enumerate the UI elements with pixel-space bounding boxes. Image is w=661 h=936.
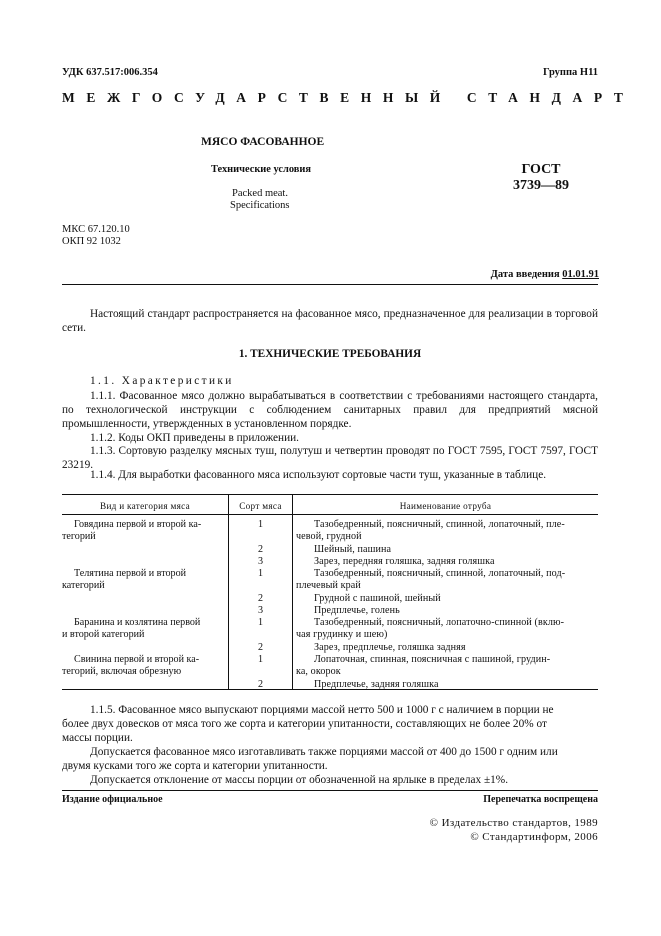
table-cell-sort: 2 bbox=[257, 642, 264, 653]
table-cell-sort: 1 bbox=[257, 654, 264, 665]
table-cell-kind-line2: тегорий bbox=[62, 531, 96, 542]
paragraph-1-1-3: 1.1.3. Сортовую разделку мясных туш, полутуш и четвертин проводят по ГОСТ 7595, ГОСТ 7597, ГОСТ 23219. bbox=[62, 445, 598, 472]
okp-code: ОКП 92 1032 bbox=[62, 236, 121, 247]
intro-date-value: 01.01.91 bbox=[562, 269, 599, 280]
table-cell-cut-line1: Тазобедренный, поясничный, лопаточно-спинной (вклю- bbox=[314, 617, 565, 628]
table-cell-cut-line1: Зарез, передняя голяшка, задняя голяшка bbox=[314, 556, 495, 567]
mks-code: МКС 67.120.10 bbox=[62, 224, 130, 235]
english-title-line1: Packed meat. bbox=[232, 188, 288, 199]
table-cell-cut-line2: ка, окорок bbox=[296, 666, 341, 677]
table-cell-cut-line2: чевой, грудной bbox=[296, 531, 362, 542]
table-cell-cut-line2: плечевый край bbox=[296, 580, 361, 591]
table-cell-sort: 2 bbox=[257, 593, 264, 604]
date-divider bbox=[62, 284, 598, 285]
paragraph-1-1-4: 1.1.4. Для выработки фасованного мяса используют сортовые части туш, указанные в таблице. bbox=[90, 469, 547, 481]
intro-date bbox=[491, 269, 599, 280]
table-cell-cut-line1: Зарез, предплечье, голяшка задняя bbox=[314, 642, 466, 653]
table-cell-cut-line1: Тазобедренный, поясничный, спинной, лопаточный, пле- bbox=[314, 519, 565, 530]
paragraph-portion-line1: Допускается фасованное мясо изготавливать также порциями массой от 400 до 1500 г одним или bbox=[90, 746, 558, 758]
table-cell-cut-line1: Предплечье, задняя голяшка bbox=[314, 679, 439, 690]
copyright-1989: © Издательство стандартов, 1989 bbox=[429, 817, 598, 829]
table-cell-cut-line1: Грудной с пашиной, шейный bbox=[314, 593, 441, 604]
table-cell-kind-line2: тегорий, включая обрезную bbox=[62, 666, 182, 677]
table-header-kind: Вид и категория мяса bbox=[100, 501, 190, 511]
section-heading: 1. ТЕХНИЧЕСКИЕ ТРЕБОВАНИЯ bbox=[238, 348, 422, 360]
footer-divider bbox=[62, 790, 598, 791]
table-cell-kind-line1: Баранина и козлятина первой bbox=[74, 617, 201, 628]
characteristics-heading: 1.1. Характеристики bbox=[90, 375, 234, 387]
table-cell-kind-line2: категорий bbox=[62, 580, 105, 591]
paragraph-1-1-5-line1: 1.1.5. Фасованное мясо выпускают порциями массой нетто 500 и 1000 г с наличием в порции не bbox=[90, 704, 554, 716]
paragraph-1-1-1: 1.1.1. Фасованное мясо должно вырабатываться в соответствии с требованиями настоящего стандарта, по технологической инструкции с соблюдением санитарных правил для предприятий мясной промышленности, утвержденных в установленном порядке. bbox=[62, 390, 598, 431]
paragraph-1-1-5-line3: массы порции. bbox=[62, 732, 133, 744]
official-edition: Издание официальное bbox=[62, 794, 163, 805]
table-top-border bbox=[62, 494, 598, 495]
table-header-border bbox=[62, 514, 598, 515]
table-cell-sort: 1 bbox=[257, 617, 264, 628]
udk-code: УДК 637.517:006.354 bbox=[62, 67, 158, 78]
reprint-notice: Перепечатка воспрещена bbox=[483, 794, 598, 805]
table-cell-sort: 3 bbox=[257, 605, 264, 616]
table-header-sort: Сорт мяса bbox=[239, 501, 282, 511]
table-cell-kind-line2: и второй категорий bbox=[62, 629, 145, 640]
table-cell-sort: 3 bbox=[257, 556, 264, 567]
table-col-divider-2 bbox=[292, 494, 293, 689]
standard-banner: МЕЖГОСУДАРСТВЕННЫЙ СТАНДАРТ bbox=[62, 90, 635, 105]
table-cell-cut-line1: Тазобедренный, поясничный, спинной, лопаточный, под- bbox=[314, 568, 566, 579]
table-cell-sort: 2 bbox=[257, 679, 264, 690]
table-cell-kind-line1: Свинина первой и второй ка- bbox=[74, 654, 200, 665]
scope-paragraph: Настоящий стандарт распространяется на фасованное мясо, предназначенное для реализации в торговой сети. bbox=[62, 308, 598, 335]
paragraph-tolerance: Допускается отклонение от массы порции от обозначенной на ярлыке в пределах ±1%. bbox=[90, 774, 509, 786]
table-cell-kind-line1: Говядина первой и второй ка- bbox=[74, 519, 202, 530]
copyright-2006: © Стандартинформ, 2006 bbox=[470, 831, 598, 843]
table-cell-cut-line2: чая грудинку и шею) bbox=[296, 629, 388, 640]
document-subtitle: Технические условия bbox=[211, 164, 311, 175]
table-cell-sort: 1 bbox=[257, 519, 264, 530]
paragraph-1-1-5-line2: более двух довесков от мяса того же сорта и категории упитанности, составляющих не более 20% от bbox=[62, 718, 547, 730]
gost-number: 3739—89 bbox=[513, 178, 569, 193]
document-title: МЯСО ФАСОВАННОЕ bbox=[201, 136, 325, 148]
english-title-line2: Specifications bbox=[230, 200, 290, 211]
table-cell-sort: 1 bbox=[257, 568, 264, 579]
group-code: Группа Н11 bbox=[542, 67, 598, 78]
paragraph-1-1-2: 1.1.2. Коды ОКП приведены в приложении. bbox=[90, 432, 300, 444]
table-cell-kind-line1: Телятина первой и второй bbox=[74, 568, 187, 579]
gost-label: ГОСТ bbox=[521, 162, 561, 177]
table-cell-cut-line1: Шейный, пашина bbox=[314, 544, 392, 555]
table-cell-sort: 2 bbox=[257, 544, 264, 555]
table-cell-cut-line1: Предплечье, голень bbox=[314, 605, 400, 616]
table-header-cut: Наименование отруба bbox=[399, 501, 492, 511]
table-cell-cut-line1: Лопаточная, спинная, поясничная с пашиной, грудин- bbox=[314, 654, 551, 665]
intro-date-label: Дата введения bbox=[490, 269, 560, 280]
paragraph-portion-line2: двумя кусками того же сорта и категории упитанности. bbox=[62, 760, 328, 772]
